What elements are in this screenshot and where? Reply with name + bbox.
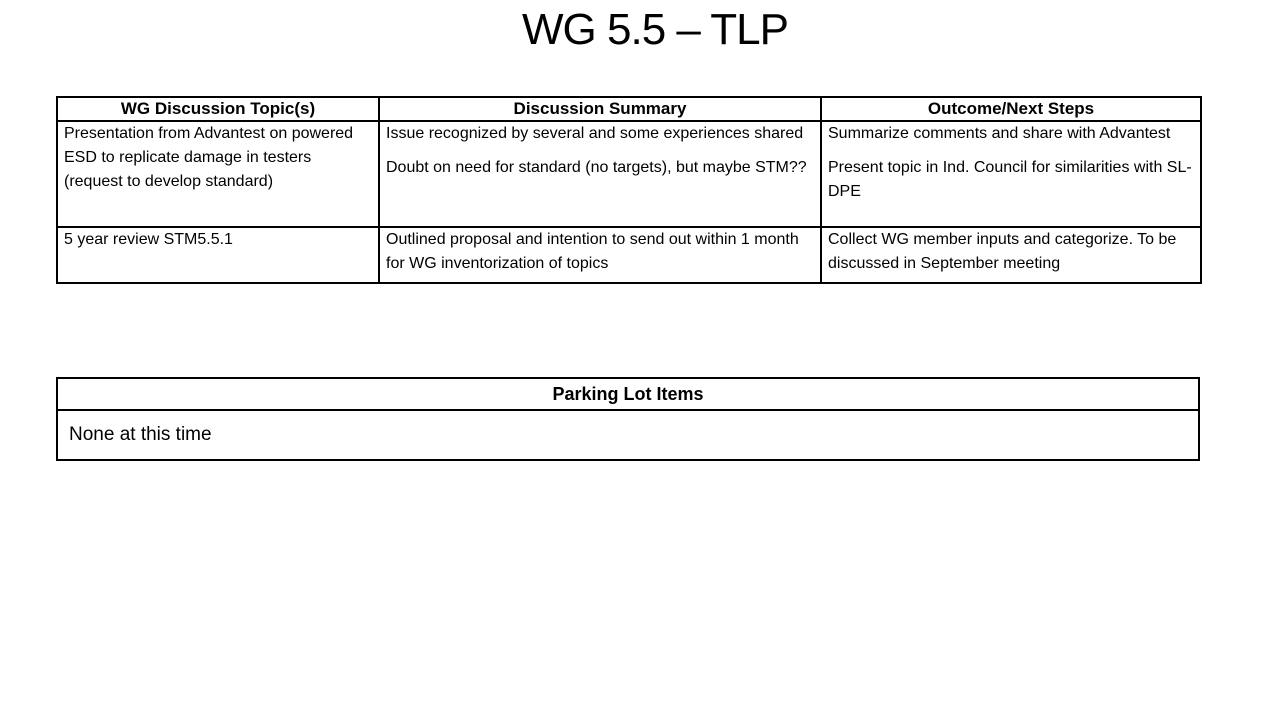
summary-text: Issue recognized by several and some experiences shared <box>386 125 804 142</box>
cell-topic <box>57 227 379 283</box>
table-row <box>57 121 1201 227</box>
cell-outcome <box>821 121 1201 227</box>
summary-text: Doubt on need for standard (no targets), but maybe STM?? <box>386 159 807 176</box>
parking-header-row <box>57 378 1199 410</box>
discussion-table <box>56 96 1202 284</box>
cell-topic <box>57 121 379 227</box>
summary-text: Outlined proposal and intention to send out within 1 month for WG inventorization of topics <box>386 231 799 272</box>
header-outcome: Outcome/Next Steps <box>821 97 1201 121</box>
cell-summary <box>379 227 821 283</box>
header-summary: Discussion Summary <box>379 97 821 121</box>
parking-lot-table <box>56 377 1200 461</box>
cell-outcome <box>821 227 1201 283</box>
outcome-text: Collect WG member inputs and categorize. To be discussed in September meeting <box>828 231 1177 272</box>
topic-text: 5 year review STM5.5.1 <box>64 231 233 248</box>
parking-lot-content: None at this time <box>57 410 1199 460</box>
table-row <box>57 227 1201 283</box>
cell-summary <box>379 121 821 227</box>
topic-text: Presentation from Advantest on powered ESD to replicate damage in testers (request to develop standard) <box>64 125 354 190</box>
header-topic: WG Discussion Topic(s) <box>57 97 379 121</box>
table-header-row <box>57 97 1201 121</box>
outcome-text: Present topic in Ind. Council for similarities with SL-DPE <box>828 159 1192 200</box>
outcome-text: Summarize comments and share with Advantest <box>828 125 1171 142</box>
parking-lot-header: Parking Lot Items <box>57 378 1199 410</box>
slide-title: WG 5.5 – TLP <box>522 5 788 54</box>
table-row <box>57 410 1199 460</box>
